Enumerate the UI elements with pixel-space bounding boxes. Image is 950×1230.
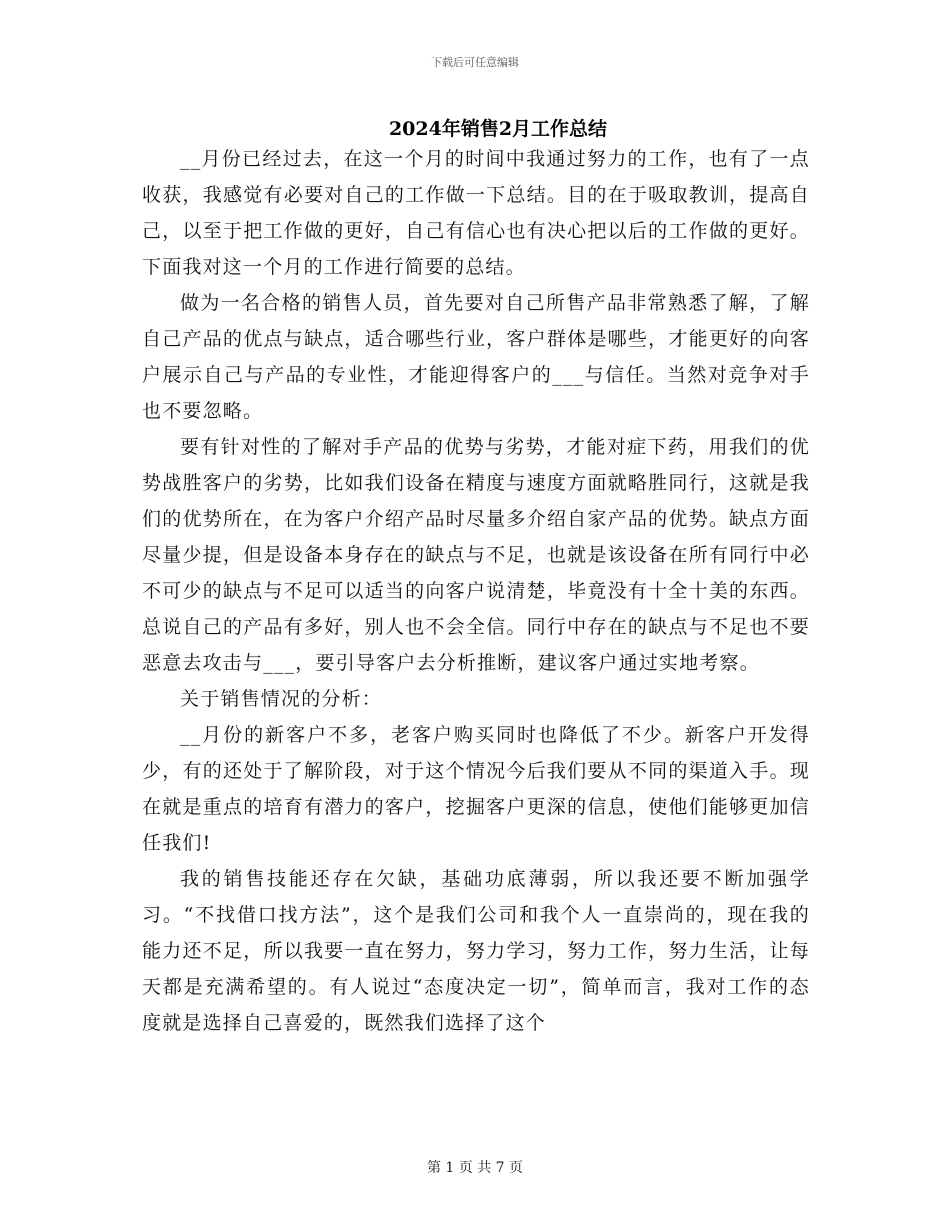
paragraph-intro: __月份已经过去，在这一个月的时间中我通过努力的工作，也有了一点收获，我感觉有必要对自己的工作做一下总结。目的在于吸取教训，提高自己，以至于把工作做的更好，自己有信心也有决心把以后的工作做的更好。下面我对这一个月的工作进行简要的总结。 xyxy=(142,148,810,278)
document-title: 2024年销售2月工作总结 xyxy=(388,118,608,140)
page-number: 第 1 页 共 7 页 xyxy=(426,1160,524,1176)
paragraph-skills-improvement: 我的销售技能还存在欠缺，基础功底薄弱，所以我还要不断加强学习。“不找借口找方法”，这个是我们公司和我个人一直崇尚的，现在我的能力还不足，所以我要一直在努力，努力学习，努力工作，努力生活，让每天都是充满希望的。有人说过“态度决定一切”，简单而言，我对工作的态度就是选择自己喜爱的，既然我们选择了这个 xyxy=(142,868,810,1034)
paragraph-product-knowledge: 做为一名合格的销售人员，首先要对自己所售产品非常熟悉了解，了解自己产品的优点与缺点，适合哪些行业，客户群体是哪些，才能更好的向客户展示自己与产品的专业性，才能迎得客户的___与信任。当然对竞争对手也不要忽略。 xyxy=(142,292,810,422)
paragraph-competitor-analysis: 要有针对性的了解对手产品的优势与劣势，才能对症下药，用我们的优势战胜客户的劣势，比如我们设备在精度与速度方面就略胜同行，这就是我们的优势所在，在为客户介绍产品时尽量多介绍自家产品的优势。缺点方面尽量少提，但是设备本身存在的缺点与不足，也就是该设备在所有同行中必不可少的缺点与不足可以适当的向客户说清楚，毕竟没有十全十美的东西。总说自己的产品有多好，别人也不会全信。同行中存在的缺点与不足也不要恶意去攻击与___，要引导客户去分析推断，建议客户通过实地考察。 xyxy=(142,436,810,674)
paragraph-sales-analysis-heading: 关于销售情况的分析： xyxy=(180,688,383,710)
page-header-note: 下载后可任意编辑 xyxy=(431,56,519,69)
document-body xyxy=(142,141,810,1041)
paragraph-customer-situation: __月份的新客户不多，老客户购买同时也降低了不少。新客户开发得少，有的还处于了解阶段，对于这个情况今后我们要从不同的渠道入手。现在就是重点的培育有潜力的客户，挖掘客户更深的信息，使他们能够更加信任我们! xyxy=(142,724,810,854)
